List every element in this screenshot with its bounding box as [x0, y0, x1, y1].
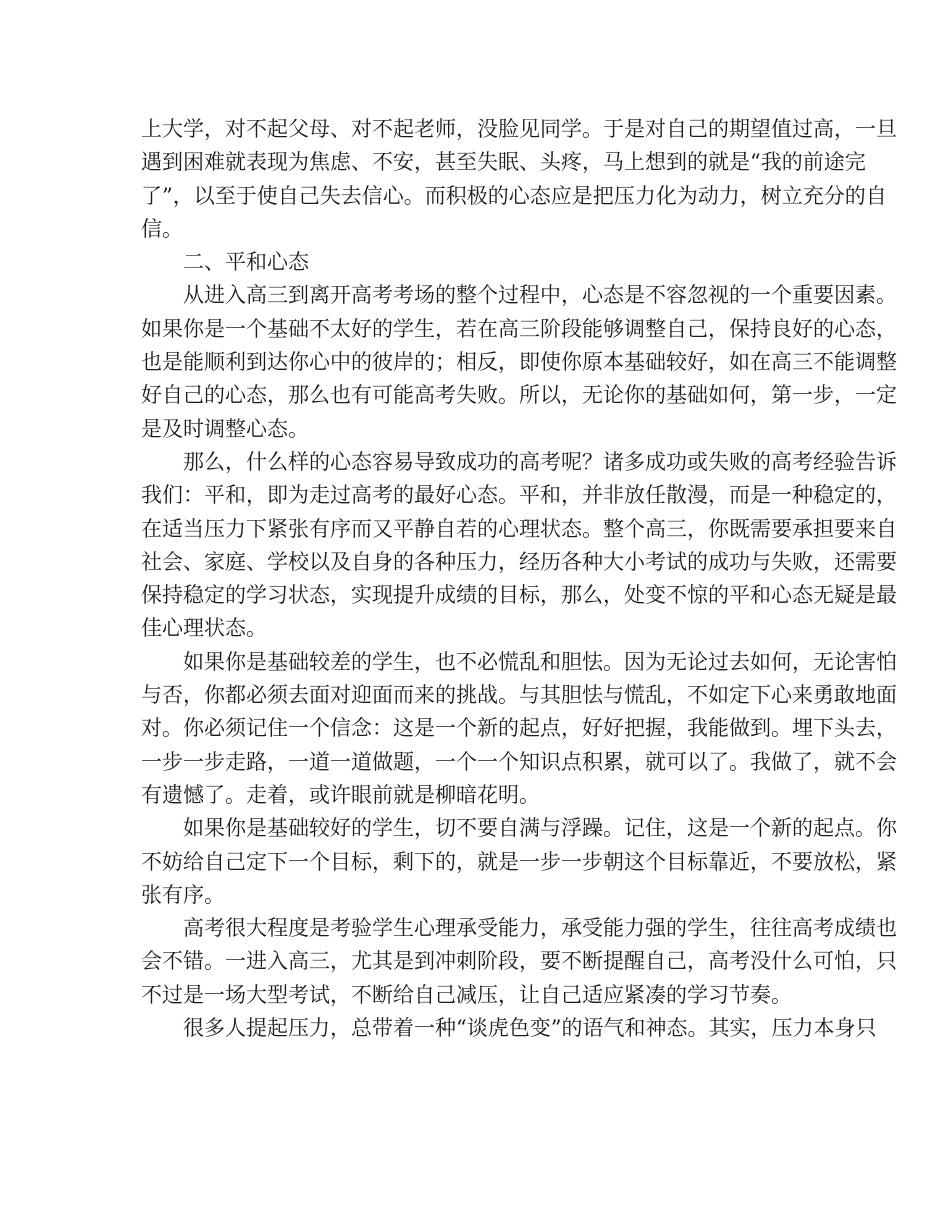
- paragraph-line: 如果你是基础较差的学生，也不必慌乱和胆怯。因为无论过去如何，无论害怕: [183, 649, 897, 674]
- paragraph-line: 不妨给自己定下一个目标，剩下的，就是一步一步朝这个目标靠近，不要放松，紧: [141, 849, 897, 874]
- paragraph-line: 在适当压力下紧张有序而又平静自若的心理状态。整个高三，你既需要承担要来自: [141, 516, 897, 541]
- paragraph-line: 很多人提起压力，总带着一种“谈虎色变”的语气和神态。其实，压力本身只: [183, 1016, 877, 1041]
- paragraph-line: 会不错。一进入高三，尤其是到冲刺阶段，要不断提醒自己，高考没什么可怕，只: [141, 949, 897, 974]
- paragraph-line: 信。: [141, 216, 183, 241]
- paragraph-line: 如果你是一个基础不太好的学生，若在高三阶段能够调整自己，保持良好的心态，: [141, 316, 897, 341]
- paragraph-line: 佳心理状态。: [141, 616, 267, 641]
- paragraph: [141, 812, 897, 912]
- paragraph-line: 了”，以至于使自己失去信心。而积极的心态应是把压力化为动力，树立充分的自: [141, 183, 887, 208]
- paragraph-line: 如果你是基础较好的学生，切不要自满与浮躁。记住，这是一个新的起点。你: [183, 816, 897, 841]
- paragraph-line: 一步一步走路，一道一道做题，一个一个知识点积累，就可以了。我做了，就不会: [141, 749, 897, 774]
- paragraph-line: 上大学，对不起父母、对不起老师，没脸见同学。于是对自己的期望值过高，一旦: [141, 117, 897, 141]
- paragraph-line: 不过是一场大型考试，不断给自己减压，让自己适应紧凑的学习节奏。: [141, 982, 792, 1007]
- paragraph-line: 二、平和心态: [183, 250, 309, 275]
- paragraph-line: 对。你必须记住一个信念：这是一个新的起点，好好把握，我能做到。埋下头去，: [141, 716, 897, 741]
- paragraph-line: 与否，你都必须去面对迎面而来的挑战。与其胆怯与慌乱，不如定下心来勇敢地面: [141, 683, 897, 708]
- paragraph-line: 也是能顺利到达你心中的彼岸的；相反，即使你原本基础较好，如在高三不能调整: [141, 350, 897, 375]
- paragraph: [141, 246, 811, 279]
- paragraph: [141, 279, 897, 445]
- paragraph-line: 张有序。: [141, 882, 225, 907]
- paragraph-line: 好自己的心态，那么也有可能高考失败。所以，无论你的基础如何，第一步，一定: [141, 383, 897, 408]
- document-body: [141, 113, 897, 1045]
- paragraph-line: 遇到困难就表现为焦虑、不安，甚至失眠、头疼，马上想到的就是“我的前途完: [141, 150, 866, 175]
- paragraph: [141, 646, 897, 812]
- paragraph-line: 保持稳定的学习状态，实现提升成绩的目标，那么，处变不惊的平和心态无疑是最: [141, 583, 897, 608]
- paragraph-line: 是及时调整心态。: [141, 416, 309, 441]
- paragraph: [141, 446, 897, 646]
- paragraph: [141, 1012, 877, 1045]
- paragraph-line: 社会、家庭、学校以及自身的各种压力，经历各种大小考试的成功与失败，还需要: [141, 549, 897, 574]
- paragraph-line: 高考很大程度是考验学生心理承受能力，承受能力强的学生，往往高考成绩也: [183, 916, 897, 941]
- paragraph: [141, 113, 897, 246]
- paragraph-line: 我们：平和，即为走过高考的最好心态。平和，并非放任散漫，而是一种稳定的，: [141, 483, 897, 508]
- paragraph-line: 那么，什么样的心态容易导致成功的高考呢？诸多成功或失败的高考经验告诉: [183, 449, 897, 474]
- paragraph: [141, 912, 897, 1012]
- paragraph-line: 有遗憾了。走着，或许眼前就是柳暗花明。: [141, 782, 540, 807]
- paragraph-line: 从进入高三到离开高考考场的整个过程中，心态是不容忽视的一个重要因素。: [183, 283, 897, 308]
